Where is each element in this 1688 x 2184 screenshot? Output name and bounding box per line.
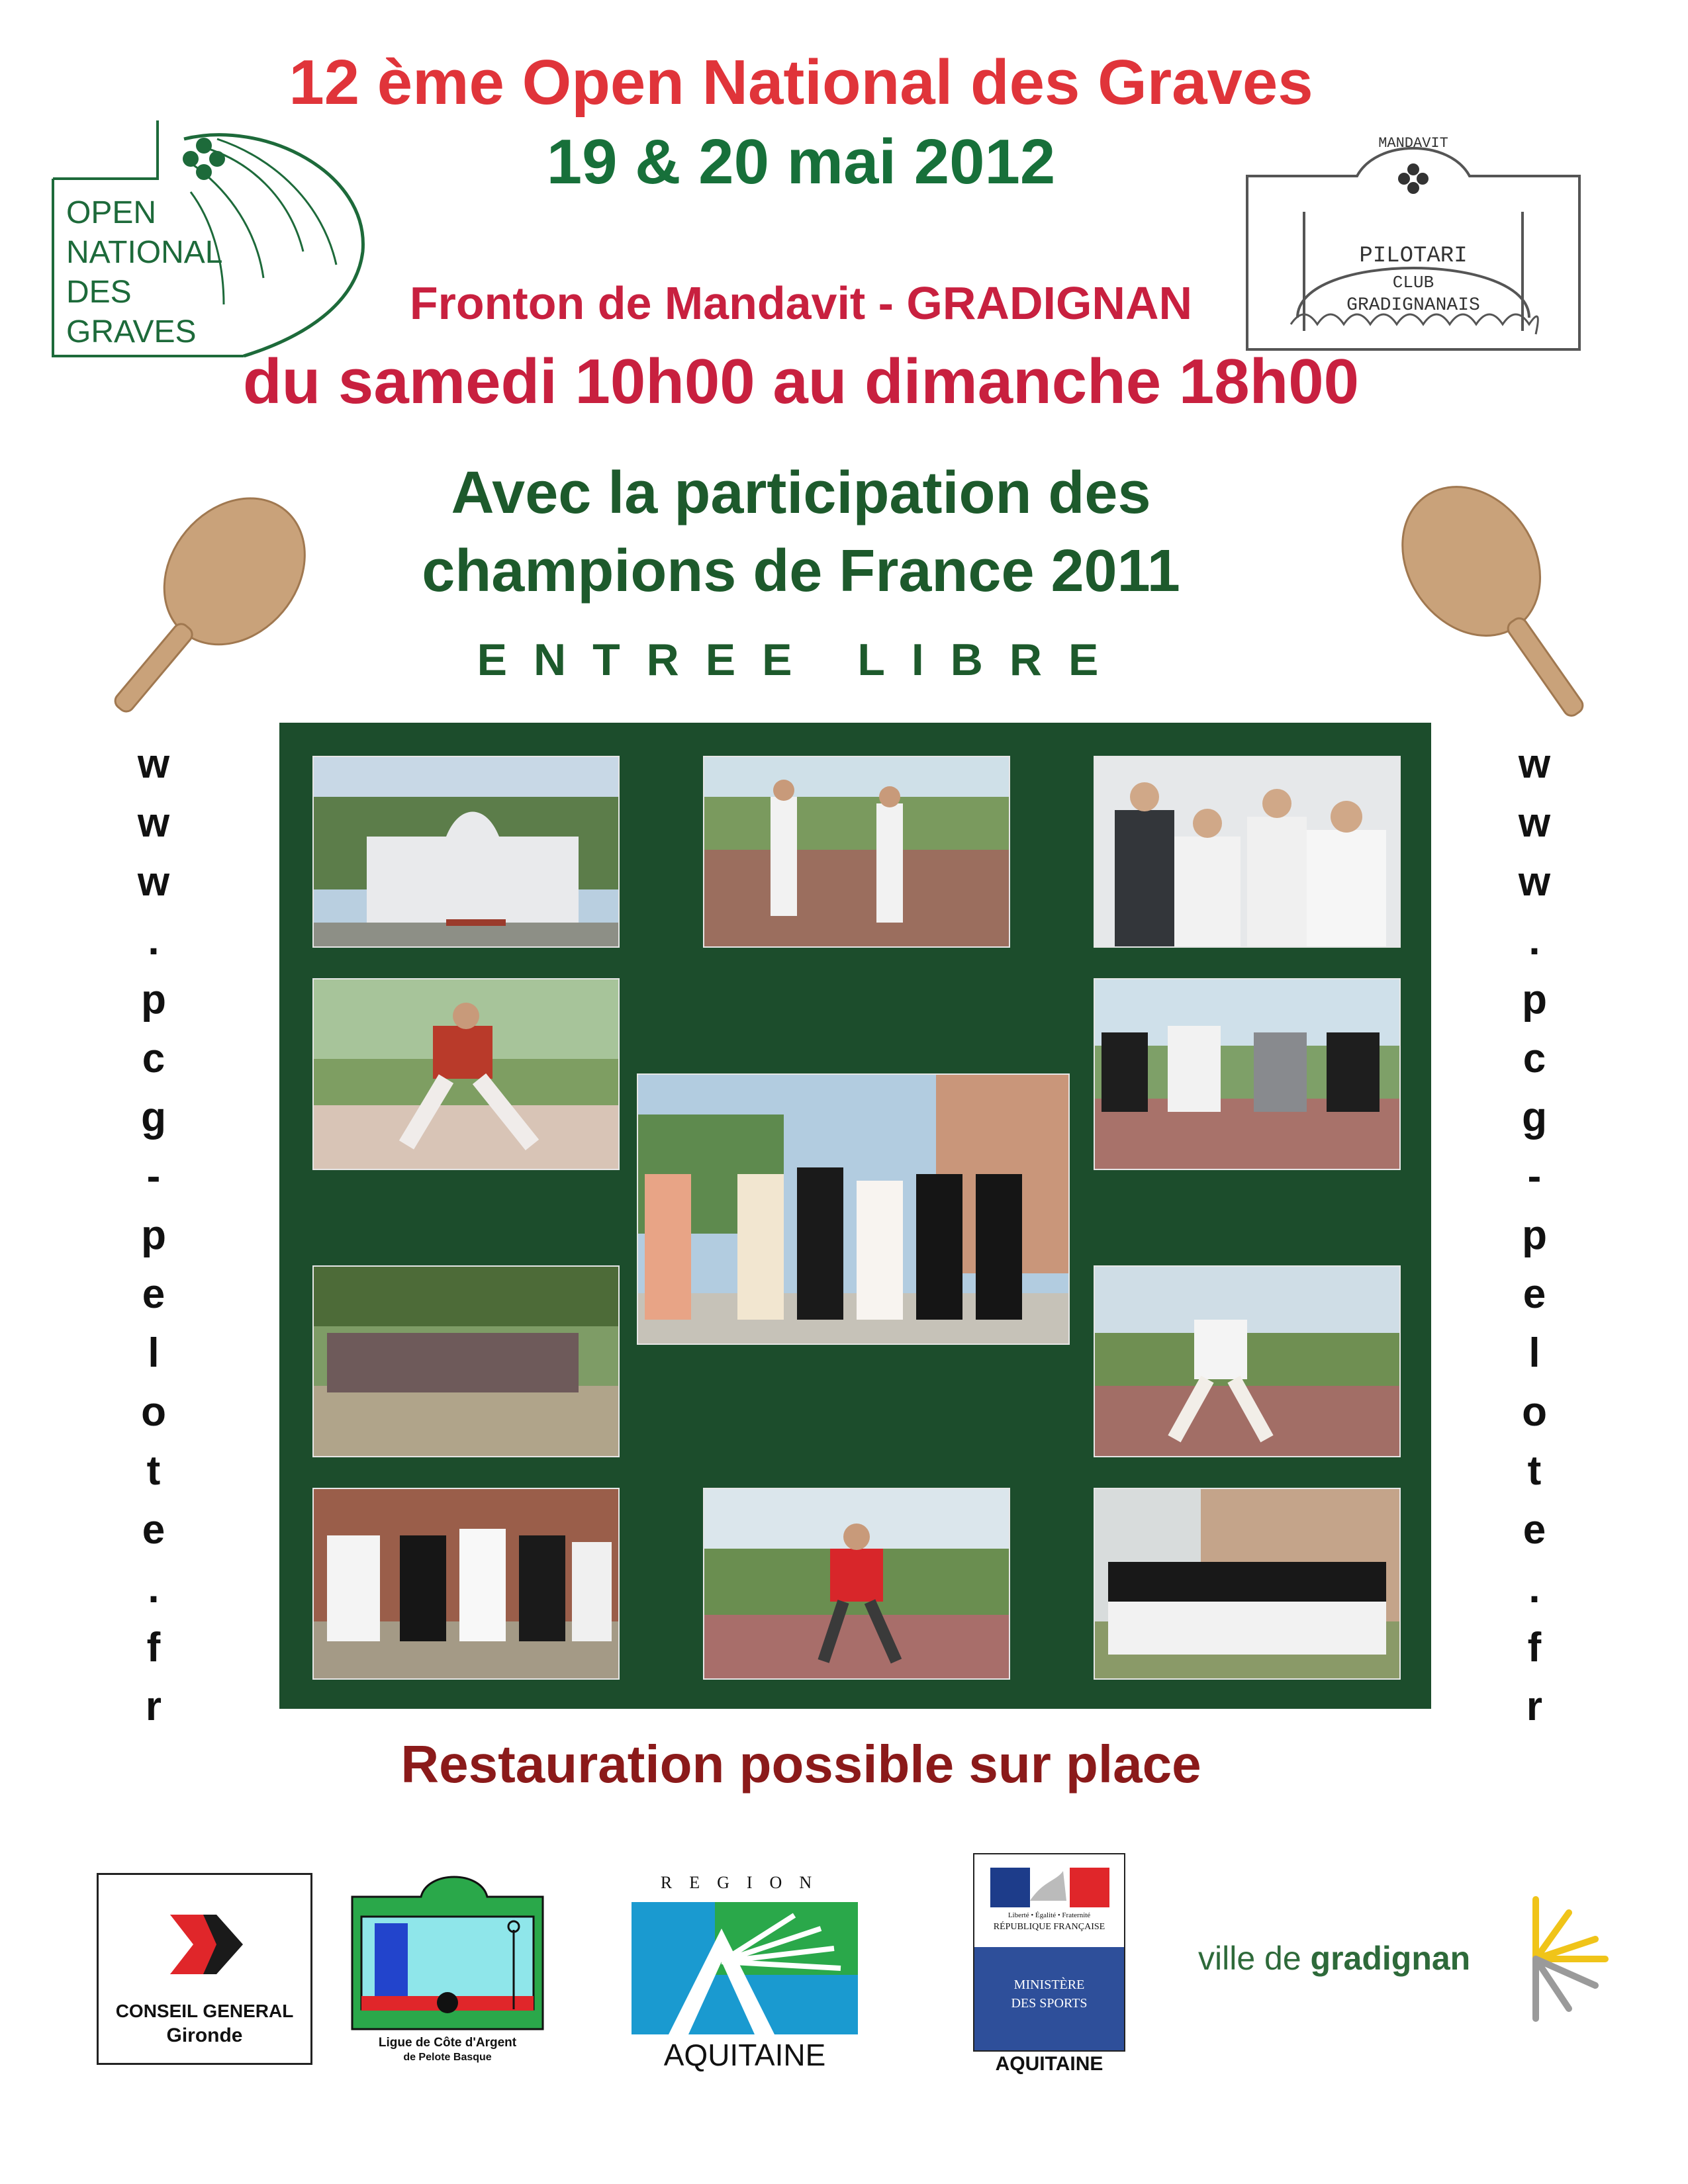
ligue-line2: de Pelote Basque bbox=[403, 2052, 492, 2063]
marianne-flag-icon bbox=[990, 1868, 1109, 1907]
url-char: w bbox=[1518, 859, 1551, 905]
right-paddle-icon bbox=[1377, 483, 1642, 748]
url-char: e bbox=[142, 1271, 165, 1317]
url-char: w bbox=[137, 741, 170, 787]
open-logo-line1: OPEN bbox=[66, 195, 157, 230]
event-dates: 19 & 20 mai 2012 bbox=[546, 126, 1056, 197]
pilotari-line1: PILOTARI bbox=[1359, 244, 1468, 269]
photo-player-lunge bbox=[1094, 1265, 1401, 1457]
open-logo-line4: GRAVES bbox=[66, 314, 197, 349]
photo-interview bbox=[1094, 756, 1401, 948]
url-char: e bbox=[1523, 1507, 1546, 1553]
url-char: e bbox=[142, 1507, 165, 1553]
pilotari-line2: CLUB bbox=[1392, 273, 1434, 293]
region-top: REGION bbox=[660, 1873, 829, 1892]
url-char: t bbox=[146, 1448, 161, 1494]
ville-gradignan-logo bbox=[1198, 1893, 1622, 2025]
url-char: w bbox=[137, 800, 170, 846]
photo-player-swing bbox=[312, 978, 620, 1170]
url-char: p bbox=[1522, 977, 1547, 1023]
ministere-sports-logo bbox=[973, 1853, 1125, 2078]
photo-band bbox=[1094, 1488, 1401, 1680]
ministere-motto: Liberté • Égalité • Fraternité bbox=[1008, 1911, 1091, 1919]
photo-board bbox=[279, 723, 1431, 1709]
ministere-line1: MINISTÈRE bbox=[1013, 1978, 1085, 1992]
website-vertical-left bbox=[120, 735, 187, 1736]
photo-singers bbox=[312, 1488, 620, 1680]
restauration-text: Restauration possible sur place bbox=[400, 1735, 1201, 1794]
url-char: g bbox=[141, 1095, 166, 1140]
participation-line2: champions de France 2011 bbox=[422, 538, 1180, 604]
conseil-line1: CONSEIL GENERAL bbox=[115, 2001, 294, 2021]
url-char: p bbox=[141, 1212, 166, 1258]
region-aquitaine-logo bbox=[629, 1873, 861, 2071]
ministere-line2: DES SPORTS bbox=[1011, 1996, 1088, 2011]
url-char: c bbox=[142, 1036, 165, 1081]
url-char: l bbox=[1528, 1330, 1540, 1376]
participation-line1: Avec la participation des bbox=[451, 460, 1151, 526]
url-char: . bbox=[148, 918, 160, 964]
gradignan-prefix: ville de bbox=[1198, 1940, 1311, 1977]
url-char: e bbox=[1523, 1271, 1546, 1317]
photo-four-players bbox=[1094, 978, 1401, 1170]
url-char: o bbox=[141, 1389, 166, 1435]
url-char: l bbox=[148, 1330, 160, 1376]
url-char: w bbox=[1518, 800, 1551, 846]
photo-spectators bbox=[312, 1265, 620, 1457]
url-char: f bbox=[1527, 1625, 1542, 1670]
ligue-line1: Ligue de Côte d'Argent bbox=[378, 2036, 517, 2050]
conseil-general-logo bbox=[97, 1873, 312, 2065]
event-hours: du samedi 10h00 au dimanche 18h00 bbox=[242, 346, 1360, 417]
url-char: p bbox=[1522, 1212, 1547, 1258]
open-logo-line3: DES bbox=[66, 275, 132, 310]
url-char: . bbox=[1528, 918, 1540, 964]
url-char: t bbox=[1527, 1448, 1542, 1494]
photo-player-red bbox=[703, 1488, 1010, 1680]
url-char: o bbox=[1522, 1389, 1547, 1435]
url-char: c bbox=[1523, 1036, 1546, 1081]
ligue-cote-argent-logo bbox=[348, 1870, 547, 2069]
url-char: - bbox=[1527, 1154, 1542, 1199]
photo-champions-group bbox=[637, 1073, 1070, 1345]
url-char: . bbox=[148, 1566, 160, 1612]
website-vertical-right bbox=[1501, 735, 1568, 1736]
event-venue: Fronton de Mandavit - GRADIGNAN bbox=[409, 277, 1193, 329]
conseil-line2: Gironde bbox=[166, 2025, 243, 2046]
url-char: r bbox=[1526, 1684, 1543, 1729]
url-char: p bbox=[141, 977, 166, 1023]
sun-rays-icon bbox=[1523, 1893, 1615, 2025]
url-char: w bbox=[1518, 741, 1551, 787]
region-bottom: AQUITAINE bbox=[663, 2038, 826, 2072]
url-char: f bbox=[146, 1625, 161, 1670]
photo-fronton-wall bbox=[312, 756, 620, 948]
photo-two-players bbox=[703, 756, 1010, 948]
event-title: 12 ème Open National des Graves bbox=[289, 47, 1313, 118]
open-logo-line2: NATIONAL bbox=[66, 235, 223, 270]
url-char: r bbox=[145, 1684, 162, 1729]
gradignan-name: gradignan bbox=[1310, 1940, 1471, 1977]
url-char: g bbox=[1522, 1095, 1547, 1140]
ministere-bottom: AQUITAINE bbox=[995, 2053, 1103, 2075]
pilotari-club-logo bbox=[1244, 126, 1582, 351]
url-char: . bbox=[1528, 1566, 1540, 1612]
url-char: w bbox=[137, 859, 170, 905]
basque-cross-icon bbox=[1398, 163, 1429, 194]
conseil-arrow-icon bbox=[164, 1901, 250, 1987]
pilotari-top: MANDAVIT bbox=[1378, 135, 1448, 152]
url-char: - bbox=[146, 1154, 161, 1199]
open-national-logo bbox=[52, 119, 376, 357]
left-paddle-icon bbox=[60, 496, 324, 748]
ministere-republique: RÉPUBLIQUE FRANÇAISE bbox=[993, 1922, 1105, 1932]
pilotari-line3: GRADIGNANAIS bbox=[1346, 295, 1480, 316]
entree-libre: ENTREE LIBRE bbox=[477, 635, 1125, 685]
